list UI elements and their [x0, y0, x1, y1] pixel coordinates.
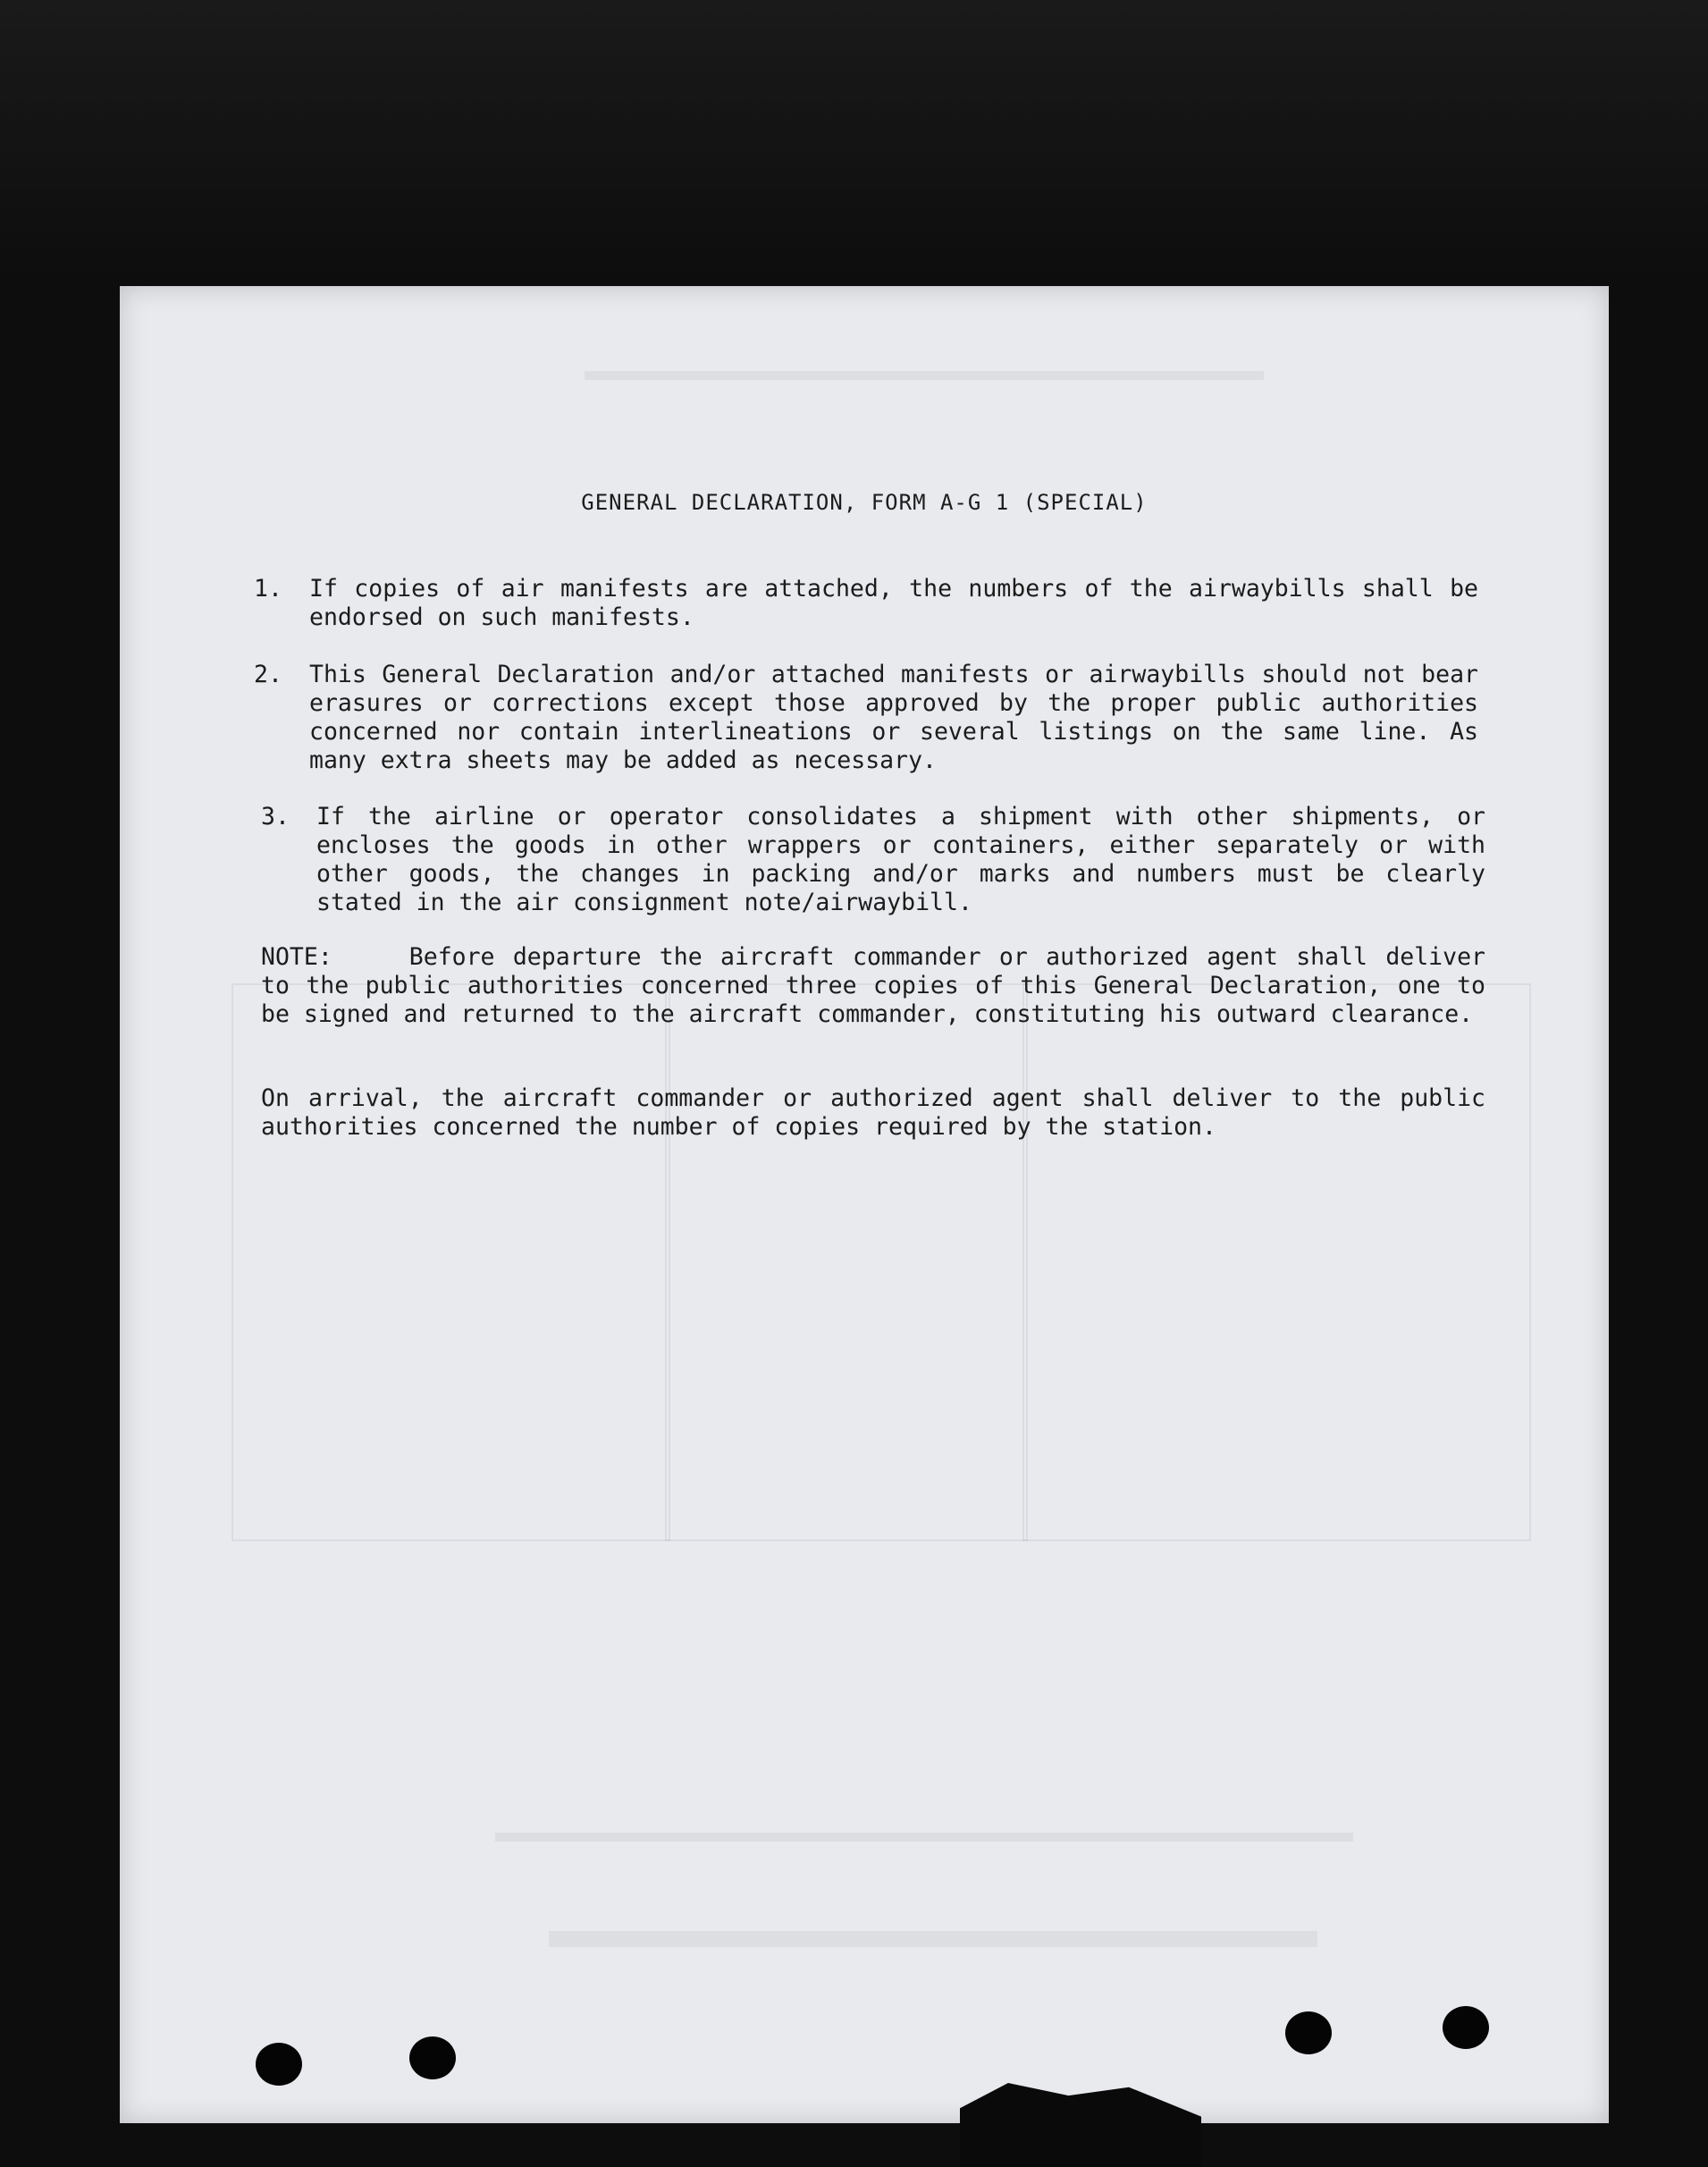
item-number: 1.: [254, 575, 282, 603]
item-number: 2.: [254, 661, 282, 688]
note-text: Before departure the aircraft commander or authorized agent shall deliver to the public authorities concerned three copies of this General Declaration, one to be signed and returned to the aircraft commander, constituting his outward clearance.: [261, 943, 1485, 1028]
page-title: GENERAL DECLARATION, FORM A-G 1 (SPECIAL): [581, 490, 1148, 515]
show-through-line: [1022, 983, 1028, 1541]
show-through-text: [549, 1931, 1317, 1947]
note-paragraph: [261, 943, 1485, 1029]
arrival-paragraph: On arrival, the aircraft commander or authorized agent shall deliver to the public authorities concerned the number of copies required by the station.: [261, 1084, 1485, 1141]
punch-hole: [1285, 2011, 1332, 2054]
list-item: [254, 575, 1478, 632]
show-through-text: [495, 1833, 1353, 1842]
item-text: This General Declaration and/or attached manifests or airwaybills should not bear erasures or corrections except those approved by the proper public authorities concerned nor contain interlineations or several listings on the same line. As many extra sheets may be added as necessary.: [309, 661, 1478, 774]
note-label: NOTE:: [261, 943, 332, 971]
list-item: [254, 661, 1478, 775]
item-text: If the airline or operator consolidates a shipment with other shipments, or encloses the goods in other wrappers or containers, either separately or with other goods, the changes in packing and/or marks and numbers must be clearly stated in the air consignment note/airwaybill.: [316, 803, 1485, 916]
punch-hole: [256, 2043, 302, 2086]
show-through-line: [665, 983, 670, 1541]
item-text: If copies of air manifests are attached, the numbers of the airwaybills shall be endorsed on such manifests.: [309, 575, 1478, 631]
show-through-text: [585, 371, 1264, 380]
item-number: 3.: [261, 803, 290, 831]
punch-hole: [1443, 2006, 1489, 2049]
show-through-table: [231, 983, 1531, 1541]
punch-hole: [409, 2036, 456, 2079]
scan-background: [0, 0, 1708, 286]
document-page: [120, 286, 1609, 2123]
list-item: [261, 803, 1485, 917]
